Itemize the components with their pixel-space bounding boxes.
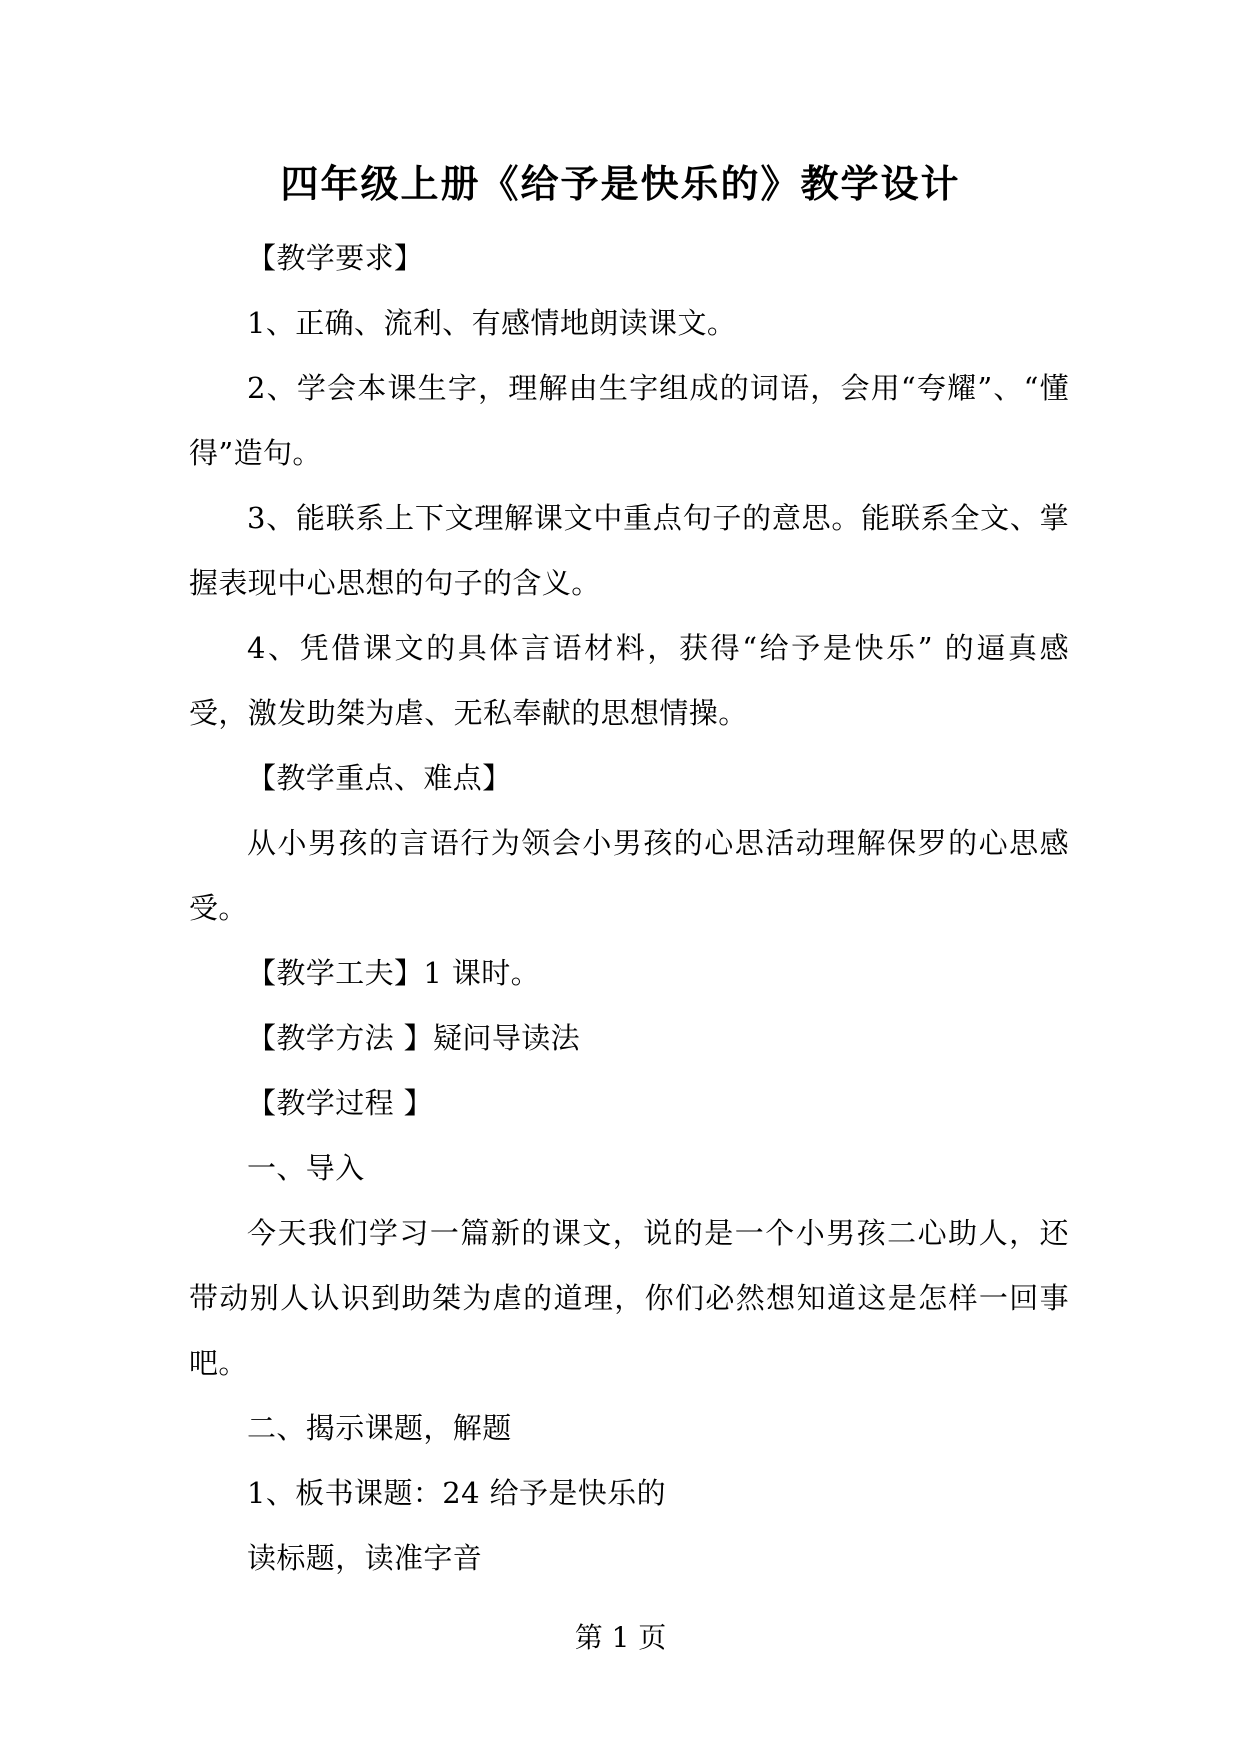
section-heading-process: 【教学过程 】 (247, 1086, 434, 1120)
document-title: 四年级上册《给予是快乐的》教学设计 (280, 161, 961, 206)
section-heading-method: 【教学方法 】疑问导读法 (247, 1021, 581, 1055)
document-body (189, 226, 1069, 1591)
step-heading-reveal-topic: 二、揭示课题，解题 (247, 1411, 512, 1445)
section-heading-requirements: 【教学要求】 (247, 241, 424, 275)
section-heading-key-points: 【教学重点、难点】 (247, 761, 512, 795)
page-number-footer: 第 1 页 (574, 1621, 667, 1654)
step-heading-introduction: 一、导入 (247, 1151, 365, 1185)
paragraph-board-title: 1、板书课题：24 给予是快乐的 (247, 1476, 666, 1510)
paragraph-introduction: 今天我们学习一篇新的课文，说的是一个小男孩二心助人，还带动别人认识到助桀为虐的道理，你们必然想知道这是怎样一回事吧。 (189, 1216, 1069, 1380)
paragraph-requirement-4: 4、凭借课文的具体言语材料，获得“给予是快乐” 的逼真感受，激发助桀为虐、无私奉献的思想情操。 (189, 631, 1069, 730)
paragraph-key-points: 从小男孩的言语行为领会小男孩的心思活动理解保罗的心思感受。 (189, 826, 1069, 925)
section-heading-duration: 【教学工夫】1 课时。 (247, 956, 541, 990)
paragraph-read-title: 读标题，读准字音 (247, 1541, 483, 1575)
paragraph-requirement-3: 3、能联系上下文理解课文中重点句子的意思。能联系全文、掌握表现中心思想的句子的含义。 (189, 501, 1069, 600)
paragraph-requirement-2: 2、学会本课生字，理解由生字组成的词语，会用“夸耀”、“懂得”造句。 (189, 371, 1069, 470)
paragraph-requirement-1: 1、正确、流利、有感情地朗读课文。 (247, 306, 737, 340)
